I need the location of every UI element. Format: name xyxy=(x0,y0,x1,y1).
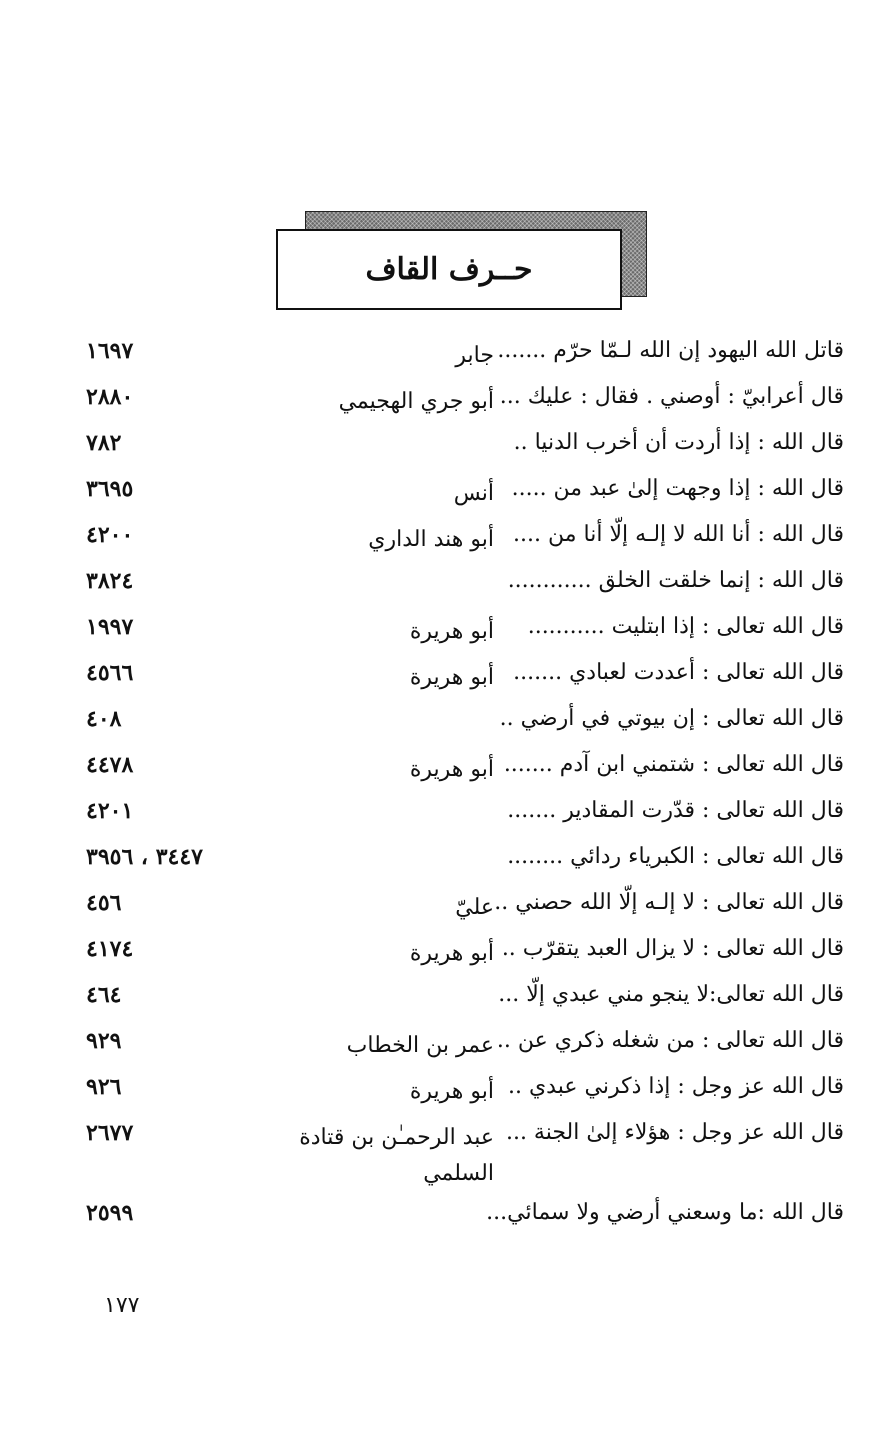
hadith-incipit: قال الله : إذا أردت أن أخرب الدنيا .. xyxy=(513,430,844,455)
hadith-incipit: قال الله تعالى : إذا ابتليت ........... xyxy=(527,614,844,639)
hadith-incipit: قال الله : إنما خلقت الخلق ............ xyxy=(507,568,844,593)
hadith-index-list xyxy=(0,332,891,1240)
narrator-name: عبد الرحمـٰن بن قتادة السلمي xyxy=(299,1125,494,1186)
hadith-incipit: قاتل الله اليهود إن الله لـمّا حرّم ....... xyxy=(497,338,844,363)
hadith-number: ٣٤٤٧ ، ٣٩٥٦ xyxy=(86,844,203,870)
narrator-name: أبو هريرة xyxy=(409,1079,494,1104)
page-number: ١٧٧ xyxy=(104,1293,140,1318)
index-row xyxy=(0,930,891,976)
index-row xyxy=(0,562,891,608)
narrator-name: أبو هند الداري xyxy=(368,527,494,552)
hadith-incipit: قال الله تعالى : إن بيوتي في أرضي .. xyxy=(499,706,844,731)
index-row xyxy=(0,976,891,1022)
index-row xyxy=(0,838,891,884)
hadith-incipit: قال الله :ما وسعني أرضي ولا سمائي... xyxy=(486,1200,844,1225)
hadith-incipit: قال الله تعالى : لا يزال العبد يتقرّب .. xyxy=(501,936,844,961)
hadith-number: ٢٦٧٧ xyxy=(86,1120,134,1146)
hadith-number: ٤٢٠٠ xyxy=(86,522,134,548)
hadith-incipit: قال الله تعالى : لا إلـه إلّا الله حصني .. xyxy=(494,890,844,915)
index-row xyxy=(0,1068,891,1114)
hadith-number: ٤٥٦ xyxy=(86,890,122,916)
hadith-incipit: قال الله : أنا الله لا إلـه إلّا أنا من .... xyxy=(513,522,844,547)
narrator-name: عليّ xyxy=(455,895,494,920)
narrator-name: جابر xyxy=(455,343,494,368)
narrator-name: أنس xyxy=(453,481,494,506)
index-row xyxy=(0,700,891,746)
hadith-incipit: قال الله عز وجل : هؤلاء إلىٰ الجنة ... xyxy=(505,1120,844,1145)
hadith-number: ٢٥٩٩ xyxy=(86,1200,134,1226)
index-row xyxy=(0,470,891,516)
index-row xyxy=(0,424,891,470)
index-row xyxy=(0,378,891,424)
hadith-number: ٩٢٩ xyxy=(86,1028,122,1054)
index-row xyxy=(0,516,891,562)
hadith-number: ٤٤٧٨ xyxy=(86,752,134,778)
narrator-name: أبو هريرة xyxy=(409,757,494,782)
hadith-incipit: قال الله تعالى : شتمني ابن آدم ....... xyxy=(503,752,844,777)
hadith-number: ٤١٧٤ xyxy=(86,936,134,962)
hadith-number: ٤٥٦٦ xyxy=(86,660,134,686)
hadith-number: ٣٨٢٤ xyxy=(86,568,134,594)
hadith-number: ٩٢٦ xyxy=(86,1074,122,1100)
hadith-incipit: قال الله : إذا وجهت إلىٰ عبد من ..... xyxy=(511,476,844,501)
hadith-incipit: قال الله تعالى : قدّرت المقادير ....... xyxy=(507,798,844,823)
index-row xyxy=(0,884,891,930)
hadith-number: ٧٨٢ xyxy=(86,430,122,456)
index-row xyxy=(0,654,891,700)
index-row xyxy=(0,746,891,792)
hadith-number: ٤٦٤ xyxy=(86,982,122,1008)
hadith-incipit: قال الله تعالى:لا ينجو مني عبدي إلّا ... xyxy=(498,982,844,1007)
hadith-number: ٣٦٩٥ xyxy=(86,476,134,502)
hadith-incipit: قال الله تعالى : الكبرياء ردائي ........ xyxy=(507,844,844,869)
section-title-box xyxy=(276,229,622,310)
narrator-name: أبو جري الهجيمي xyxy=(338,389,494,414)
narrator-name: أبو هريرة xyxy=(409,619,494,644)
narrator-name: أبو هريرة xyxy=(409,665,494,690)
index-row xyxy=(0,332,891,378)
hadith-number: ١٩٩٧ xyxy=(86,614,134,640)
index-row xyxy=(0,1194,891,1240)
narrator-name: أبو هريرة xyxy=(409,941,494,966)
index-row xyxy=(0,1114,891,1194)
hadith-incipit: قال الله تعالى : أعددت لعبادي ....... xyxy=(513,660,844,685)
hadith-number: ٤٢٠١ xyxy=(86,798,134,824)
index-row xyxy=(0,1022,891,1068)
index-row xyxy=(0,608,891,654)
index-row xyxy=(0,792,891,838)
hadith-incipit: قال الله عز وجل : إذا ذكرني عبدي .. xyxy=(507,1074,844,1099)
hadith-number: ٢٨٨٠ xyxy=(86,384,134,410)
hadith-number: ٤٠٨ xyxy=(86,706,122,732)
narrator-name: عمر بن الخطاب xyxy=(346,1033,494,1058)
hadith-number: ١٦٩٧ xyxy=(86,338,134,364)
hadith-incipit: قال الله تعالى : من شغله ذكري عن .. xyxy=(496,1028,844,1053)
section-title: حــرف القاف xyxy=(365,252,533,287)
hadith-incipit: قال أعرابيّ : أوصني . فقال : عليك ... xyxy=(499,384,844,409)
